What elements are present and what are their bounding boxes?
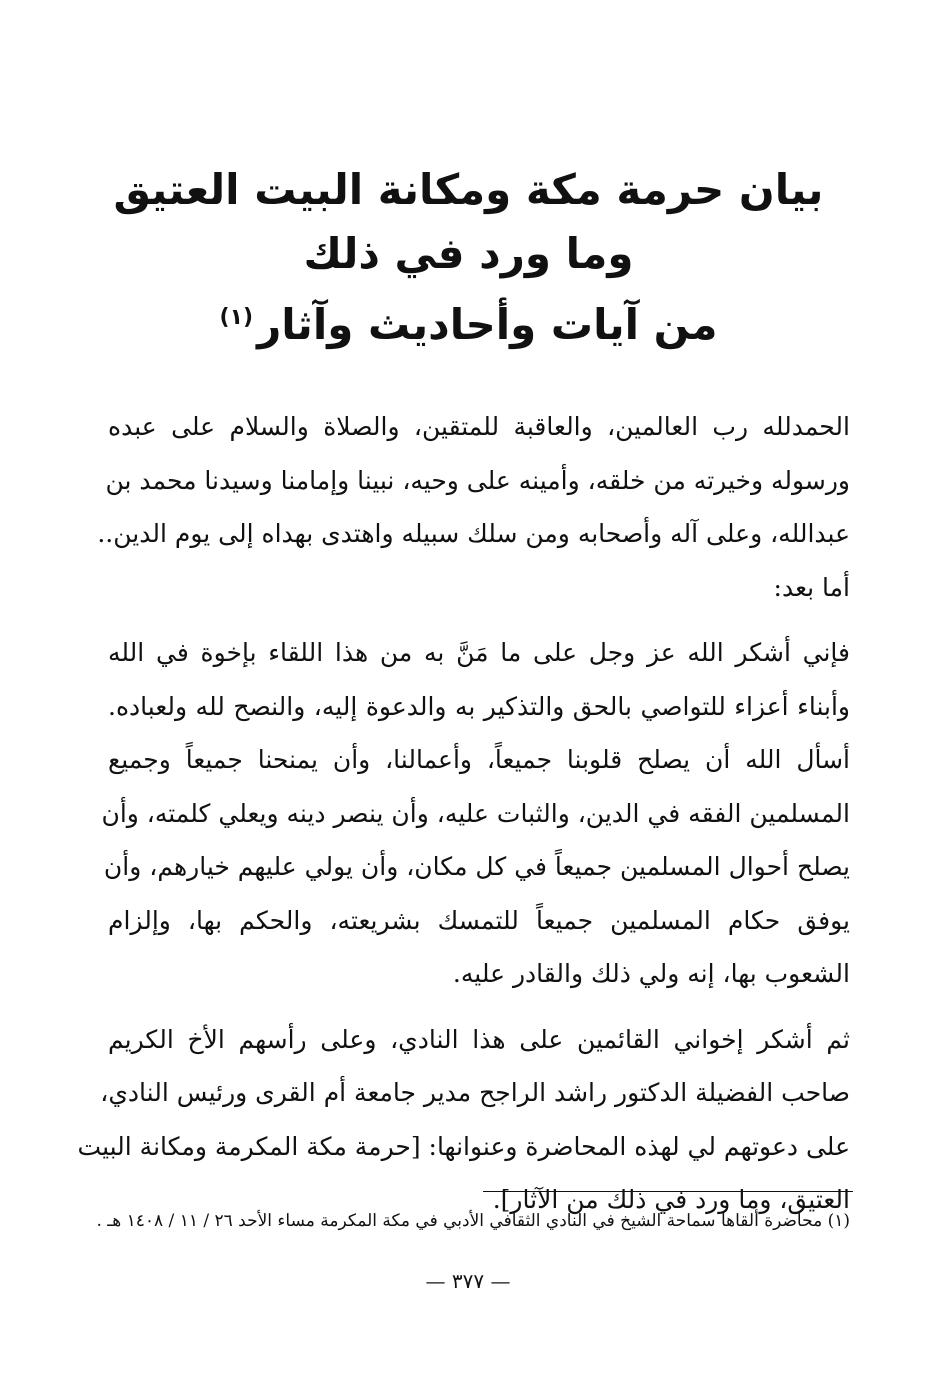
text-line: العتيق، وما ورد في ذلك من الآثار]. xyxy=(492,1185,850,1214)
title-line-1: بيان حرمة مكة ومكانة البيت العتيق xyxy=(113,165,824,214)
footnote-reference: (١) xyxy=(219,305,254,330)
text-line: عبدالله، وعلى آله وأصحابه ومن سلك سبيله واهتدى بهداه إلى يوم الدين.. xyxy=(97,519,850,548)
text-line: ثم أشكر إخواني القائمين على هذا النادي، وعلى رأسهم الأخ الكريم xyxy=(108,1024,850,1054)
title-line-2: وما ورد في ذلك xyxy=(303,229,634,278)
text-line: وأبناء أعزاء للتواصي بالحق والتذكير به والدعوة إليه، والنصح لله ولعباده. xyxy=(108,691,850,721)
text-line: صاحب الفضيلة الدكتور راشد الراجح مدير جامعة أم القرى ورئيس النادي، xyxy=(100,1078,850,1107)
title-line-3-text: من آيات وأحاديث وآثار xyxy=(257,300,718,349)
title-line-3 xyxy=(100,286,837,357)
text-line: فإني أشكر الله عز وجل على ما مَنَّ به من هذا اللقاء بإخوة في الله xyxy=(108,638,850,667)
text-line: أما بعد: xyxy=(773,572,850,602)
title-block xyxy=(100,158,837,357)
footnote: (١) محاضرة ألقاها سماحة الشيخ في النادي الثقافي الأدبي في مكة المكرمة مساء الأحد ٢٦ / ١١ / ١٤٠٨ هـ . xyxy=(96,1211,850,1231)
page-number: — ٣٧٧ — xyxy=(425,1269,511,1293)
text-line: يوفق حكام المسلمين جميعاً للتمسك بشريعته، والحكم بها، وإلزام xyxy=(108,905,850,935)
body-text xyxy=(77,400,850,1239)
footnote-divider xyxy=(483,1191,853,1192)
text-line: المسلمين الفقه في الدين، والثبات عليه، وأن ينصر دينه ويعلي كلمته، وأن xyxy=(101,798,850,828)
text-line: الشعوب بها، إنه ولي ذلك والقادر عليه. xyxy=(452,959,850,988)
paragraph-thanks xyxy=(101,626,850,1001)
text-line: الحمدلله رب العالمين، والعاقبة للمتقين، والصلاة والسلام على عبده xyxy=(108,412,850,441)
text-line: أسأل الله أن يصلح قلوبنا جميعاً، وأعمالنا، وأن يمنحنا جميعاً وجميع xyxy=(108,745,850,774)
paragraph-opening xyxy=(97,400,850,614)
text-line: ورسوله وخيرته من خلقه، وأمينه على وحيه، نبينا وإمامنا وسيدنا محمد بن xyxy=(105,465,850,495)
text-line: يصلح أحوال المسلمين جميعاً في كل مكان، وأن يولي عليهم خيارهم، وأن xyxy=(103,852,850,881)
paragraph-acknowledgement xyxy=(77,1013,850,1227)
text-line: على دعوتهم لي لهذه المحاضرة وعنوانها: [حرمة مكة المكرمة ومكانة البيت xyxy=(77,1131,850,1161)
